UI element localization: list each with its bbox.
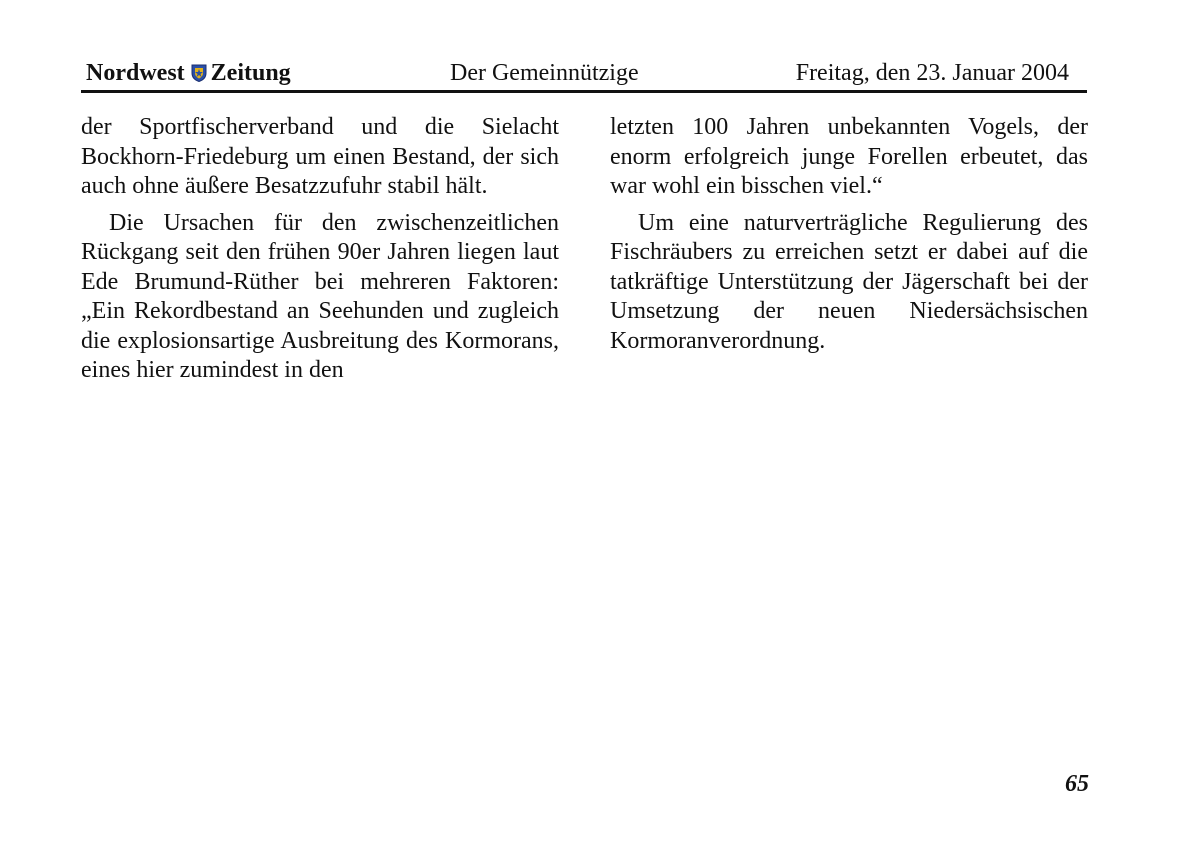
page-header — [86, 58, 1086, 88]
newspaper-masthead — [86, 58, 291, 88]
masthead-zeitung: Zeitung — [210, 60, 291, 86]
paragraph: letzten 100 Jahren unbekannten Vogels, der enorm erfolgreich junge Forellen erbeutet, das war wohl ein bisschen viel.“ — [610, 114, 1088, 199]
paragraph: Um eine naturverträgliche Regulierung des Fischräubers zu erreichen setzt er dabei auf die tatkräftige Unterstützung der Jägerschaft bei der Umsetzung der neuen Niedersächsischen Kormoranverordnung. — [610, 209, 1088, 354]
text-column-left — [81, 113, 559, 393]
page-number: 65 — [1065, 771, 1089, 797]
paragraph: der Sportfischerverband und die Sielacht Bockhorn-Friedeburg um einen Bestand, der sich auch ohne äußere Besatzzufuhr stabil hält. — [81, 114, 559, 199]
header-rule — [81, 90, 1087, 93]
issue-date: Freitag, den 23. Januar 2004 — [795, 60, 1069, 86]
paragraph: Die Ursachen für den zwischenzeitlichen Rückgang seit den frühen 90er Jahren liegen laut Ede Brumund-Rüther bei mehreren Faktoren: „Ein Rekordbestand an Seehunden und zugleich die explosionsartige Ausbreitung des Kormorans, eines hier zumindest in den — [81, 209, 559, 383]
section-title: Der Gemeinnützige — [450, 60, 639, 86]
text-column-right — [610, 113, 1088, 363]
masthead-nordwest: Nordwest — [86, 60, 185, 86]
coat-of-arms-icon — [191, 64, 207, 82]
